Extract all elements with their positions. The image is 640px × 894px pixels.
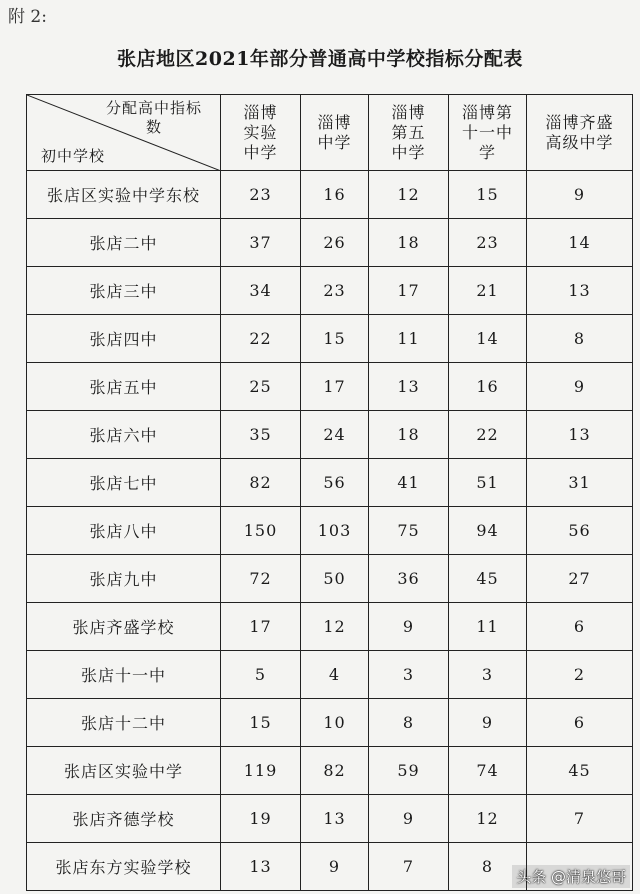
quota-value-cell: 119 [221,747,301,795]
quota-value-cell: 4 [301,651,369,699]
quota-value-cell: 5 [221,651,301,699]
column-header: 淄博 第五 中学 [369,95,449,171]
quota-value-cell: 15 [301,315,369,363]
quota-value-cell: 24 [301,411,369,459]
quota-value-cell: 37 [221,219,301,267]
quota-value-cell: 27 [527,555,633,603]
table-row [27,795,633,843]
quota-value-cell: 74 [449,747,527,795]
table-row [27,555,633,603]
school-name-cell: 张店二中 [27,219,221,267]
quota-value-cell: 18 [369,411,449,459]
watermark: 头条 @清泉悠哥 [512,865,630,888]
quota-value-cell: 11 [369,315,449,363]
table-row [27,651,633,699]
table-row [27,459,633,507]
quota-value-cell: 23 [301,267,369,315]
quota-value-cell: 13 [369,363,449,411]
quota-value-cell: 17 [369,267,449,315]
table-row [27,411,633,459]
quota-value-cell: 13 [527,267,633,315]
school-name-cell: 张店三中 [27,267,221,315]
table-body [27,171,633,891]
quota-value-cell: 7 [369,843,449,891]
school-name-cell: 张店十一中 [27,651,221,699]
quota-value-cell: 82 [221,459,301,507]
quota-value-cell: 35 [221,411,301,459]
quota-value-cell: 15 [221,699,301,747]
quota-value-cell: 22 [449,411,527,459]
table-row [27,315,633,363]
school-name-cell: 张店十二中 [27,699,221,747]
column-header: 淄博 实验 中学 [221,95,301,171]
quota-value-cell: 36 [369,555,449,603]
quota-value-cell: 9 [527,171,633,219]
table-row [27,363,633,411]
quota-value-cell: 16 [449,363,527,411]
school-name-cell: 张店齐盛学校 [27,603,221,651]
school-name-cell: 张店八中 [27,507,221,555]
corner-bottom-label: 初中学校 [41,147,106,165]
header-corner-cell [27,95,221,171]
quota-value-cell: 75 [369,507,449,555]
quota-value-cell: 2 [527,651,633,699]
quota-value-cell: 45 [527,747,633,795]
quota-value-cell: 34 [221,267,301,315]
quota-value-cell: 6 [527,603,633,651]
quota-value-cell: 7 [527,795,633,843]
school-name-cell: 张店四中 [27,315,221,363]
column-header: 淄博第 十一中 学 [449,95,527,171]
quota-value-cell: 23 [449,219,527,267]
quota-value-cell: 9 [301,843,369,891]
table-row [27,747,633,795]
quota-value-cell: 19 [221,795,301,843]
school-name-cell: 张店五中 [27,363,221,411]
quota-value-cell: 59 [369,747,449,795]
table-row [27,219,633,267]
table-row [27,699,633,747]
quota-value-cell: 12 [301,603,369,651]
school-name-cell: 张店九中 [27,555,221,603]
corner-top-label: 分配高中指标 数 [105,99,202,136]
school-name-cell: 张店六中 [27,411,221,459]
school-name-cell: 张店齐德学校 [27,795,221,843]
quota-value-cell: 12 [449,795,527,843]
document-title: 张店地区2021年部分普通高中学校指标分配表 [117,48,523,70]
quota-value-cell: 23 [221,171,301,219]
quota-value-cell: 9 [369,795,449,843]
quota-value-cell: 94 [449,507,527,555]
attachment-label: 附 2: [8,7,47,27]
column-header: 淄博 中学 [301,95,369,171]
quota-value-cell: 17 [221,603,301,651]
quota-value-cell: 21 [449,267,527,315]
quota-value-cell: 51 [449,459,527,507]
quota-value-cell: 17 [301,363,369,411]
quota-value-cell: 150 [221,507,301,555]
header-row [27,95,633,171]
table-row [27,507,633,555]
quota-value-cell: 8 [369,699,449,747]
quota-value-cell: 50 [301,555,369,603]
table-row [27,603,633,651]
quota-value-cell: 13 [301,795,369,843]
quota-value-cell: 3 [369,651,449,699]
quota-value-cell: 14 [449,315,527,363]
quota-value-cell: 56 [301,459,369,507]
quota-value-cell: 8 [527,315,633,363]
quota-value-cell: 9 [449,699,527,747]
quota-value-cell: 10 [301,699,369,747]
quota-value-cell: 12 [369,171,449,219]
table-row [27,171,633,219]
quota-value-cell: 3 [449,651,527,699]
quota-value-cell: 82 [301,747,369,795]
school-name-cell: 张店区实验中学东校 [27,171,221,219]
quota-value-cell: 72 [221,555,301,603]
quota-value-cell: 103 [301,507,369,555]
quota-value-cell: 11 [449,603,527,651]
school-name-cell: 张店七中 [27,459,221,507]
quota-value-cell: 25 [221,363,301,411]
allocation-table [26,94,633,891]
quota-value-cell: 31 [527,459,633,507]
quota-value-cell: 13 [221,843,301,891]
quota-value-cell: 9 [369,603,449,651]
school-name-cell: 张店区实验中学 [27,747,221,795]
school-name-cell: 张店东方实验学校 [27,843,221,891]
quota-value-cell: 26 [301,219,369,267]
quota-value-cell: 8 [449,843,527,891]
table-row [27,267,633,315]
quota-value-cell: 9 [527,363,633,411]
quota-value-cell: 15 [449,171,527,219]
quota-value-cell: 22 [221,315,301,363]
quota-value-cell: 56 [527,507,633,555]
quota-value-cell: 16 [301,171,369,219]
quota-value-cell: 18 [369,219,449,267]
column-header: 淄博齐盛 高级中学 [527,95,633,171]
quota-value-cell: 14 [527,219,633,267]
quota-value-cell: 13 [527,411,633,459]
quota-value-cell: 6 [527,699,633,747]
quota-value-cell: 41 [369,459,449,507]
quota-value-cell: 45 [449,555,527,603]
